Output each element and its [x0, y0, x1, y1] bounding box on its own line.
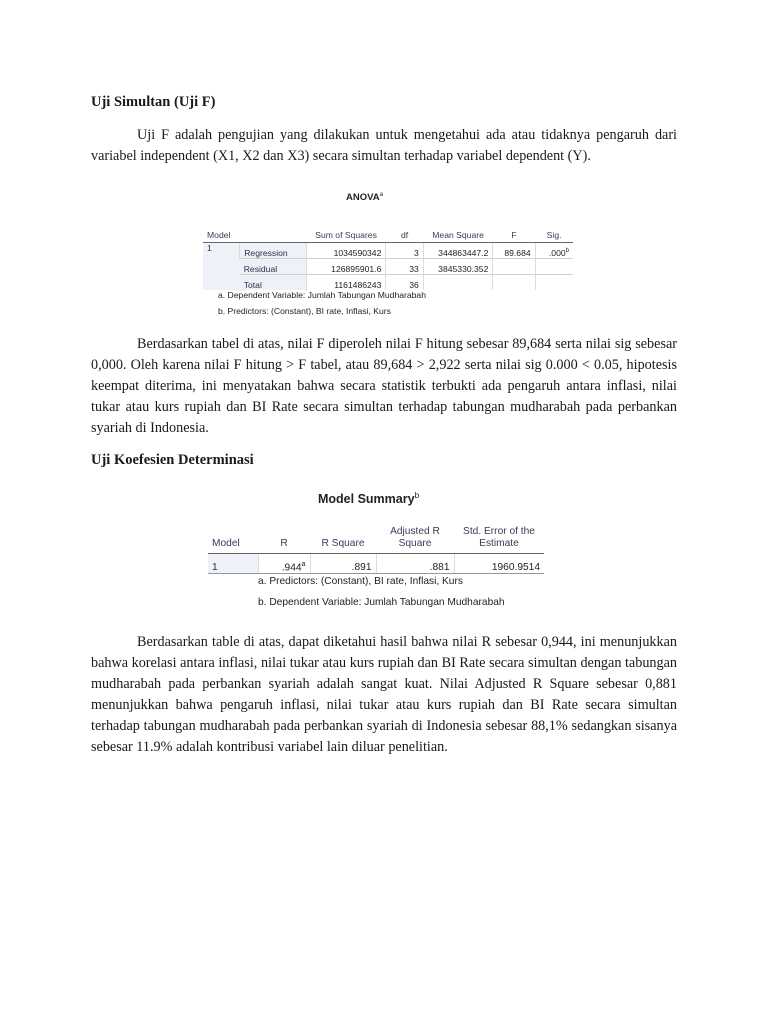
anova-note-a: a. Dependent Variable: Jumlah Tabungan Mudharabah	[218, 290, 426, 300]
model-summary-grid	[208, 518, 544, 574]
col-r-square: R Square	[321, 538, 365, 549]
anova-grid	[203, 210, 573, 290]
col-sig: Sig.	[546, 230, 562, 240]
col-sum-of-squares: Sum of Squares	[315, 230, 377, 240]
col-model: Model	[212, 538, 240, 549]
col-adjusted-r-square: Adjusted R Square	[390, 526, 440, 549]
anova-discussion-paragraph: Berdasarkan tabel di atas, nilai F diperoleh nilai F hitung sebesar 89,684 serta nilai sig sebesar 0,000. Oleh karena nilai F hitung > F tabel, atau 89,684 > 2,922 serta nilai sig 0.000 < 0.05, hipotesis keempat diterima, ini menyatakan bahwa secara statistik terbukti ada pengaruh antara inflasi, nilai tukar atau kurs rupiah dan BI Rate secara simultan terhadap tabungan mudharabah pada perbankan syariah di Indonesia.	[91, 336, 677, 436]
col-r: R	[280, 538, 288, 549]
summary-note-a: a. Predictors: (Constant), BI rate, Inflasi, Kurs	[258, 576, 463, 587]
model-summary-title: Model Summary$^b$	[318, 491, 420, 507]
model-number: 1	[208, 554, 258, 574]
col-mean-square: Mean Square	[432, 230, 484, 240]
col-df: df	[400, 230, 409, 240]
table-row: 1 Regression 1034590342 3 344863447.2 89.684 .000$^b$	[203, 243, 573, 259]
summary-discussion-paragraph: Berdasarkan table di atas, dapat diketahui hasil bahwa nilai R sebesar 0,944, ini menunjukkan bahwa korelasi antara inflasi, nilai tukar atau kurs rupiah dan BI Rate secara simultan dengan tabungan mudharabah pada perbankan syariah adalah sangat kuat. Nilai Adjusted R Square sebesar 0,881 menunjukkan bahwa pengaruh inflasi, nilai tukar atau kurs rupiah dan BI Rate secara simultan terhadap tabungan mudharabah pada perbankan syariah di Indonesia sebesar 88,1% sedangkan sisanya sebesar 11.9% adalah kontribusi variabel lain diluar penelitian.	[91, 634, 677, 755]
model-summary-table	[208, 488, 548, 614]
anova-title: ANOVA$^a$	[346, 191, 384, 204]
table-row: 1 .944$^a$ .891 .881 1960.9514	[208, 554, 544, 574]
anova-note-b: b. Predictors: (Constant), BI rate, Inflasi, Kurs	[218, 306, 391, 316]
table-row: Total 1161486243 36	[203, 275, 573, 291]
summary-note-b: b. Dependent Variable: Jumlah Tabungan Mudharabah	[258, 597, 505, 608]
col-f: F	[511, 230, 517, 240]
col-model: Model	[207, 230, 231, 240]
intro-paragraph: Uji F adalah pengujian yang dilakukan untuk mengetahui ada atau tidaknya pengaruh dari variabel independent (X1, X2 dan X3) secara simultan terhadap variabel dependent (Y).	[91, 127, 677, 164]
table-row: Residual 126895901.6 33 3845330.352	[203, 259, 573, 275]
heading-uji-simultan: Uji Simultan (Uji F)	[91, 94, 216, 110]
heading-uji-koefisien: Uji Koefesien Determinasi	[91, 452, 254, 468]
col-std-error: Std. Error of the Estimate	[463, 526, 535, 549]
anova-table	[203, 188, 573, 318]
model-number: 1	[203, 243, 240, 291]
